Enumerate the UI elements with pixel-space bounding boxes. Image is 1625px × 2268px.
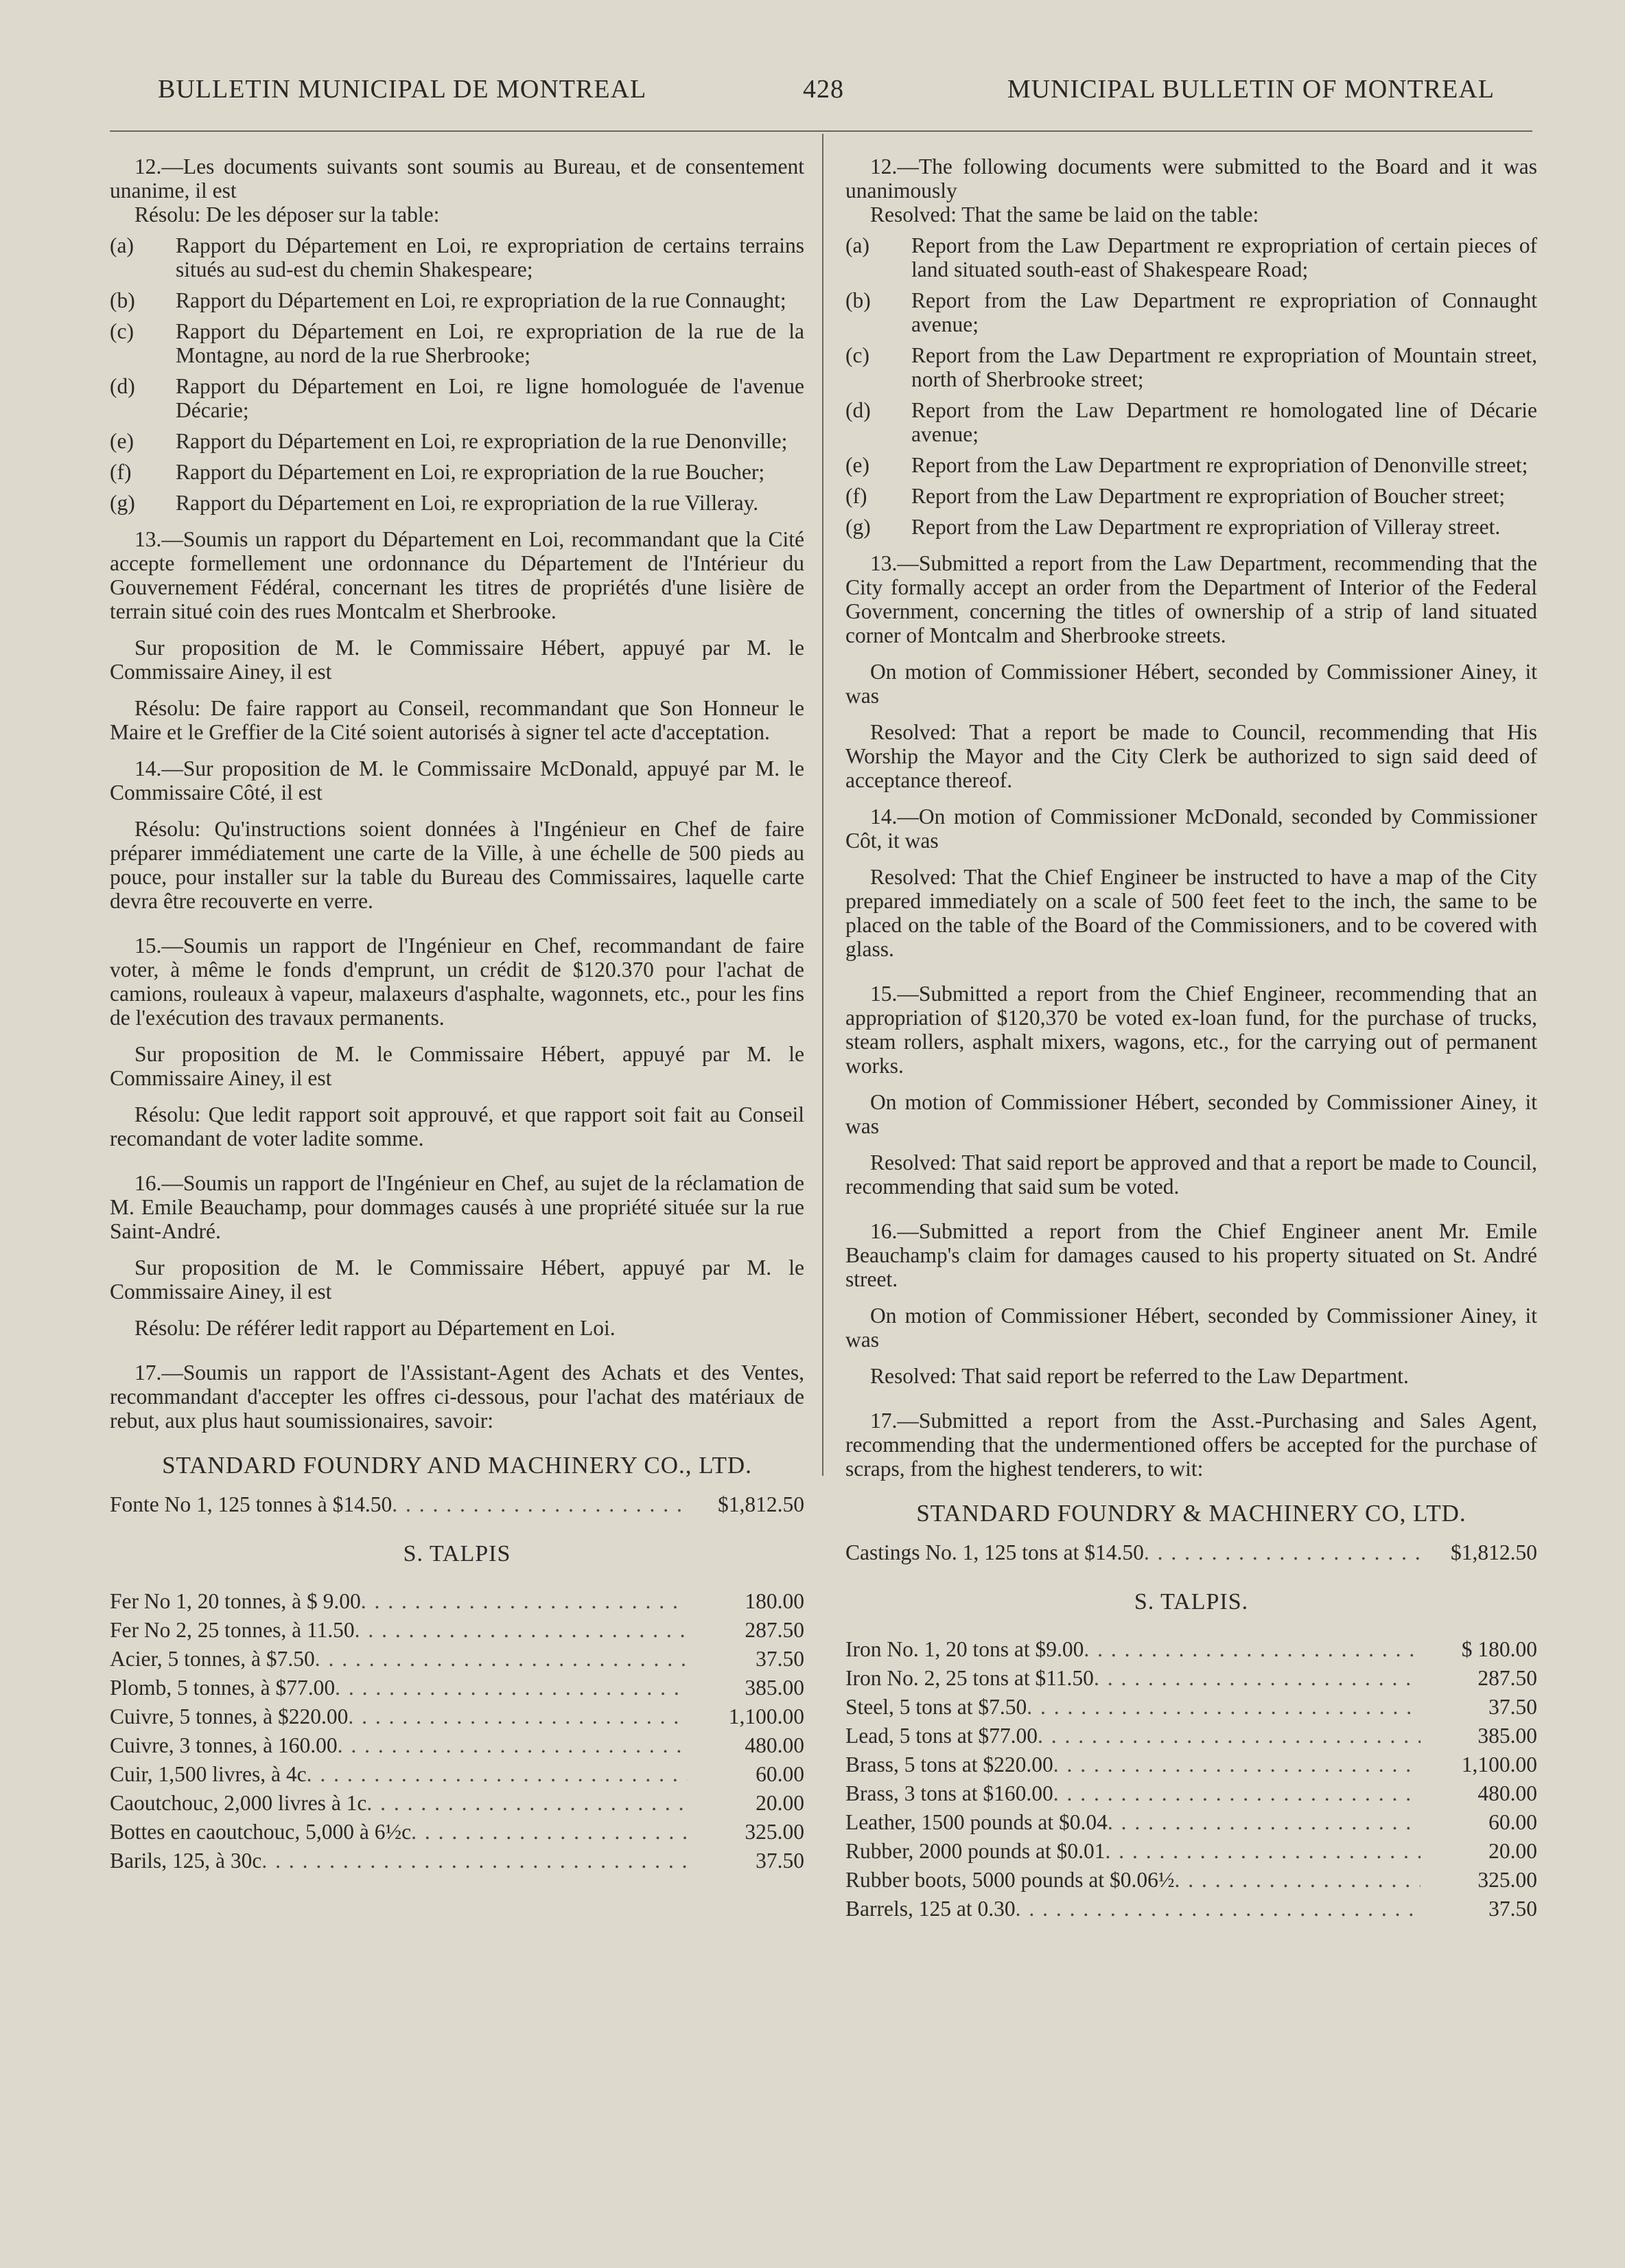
leader-dots	[1105, 1839, 1421, 1863]
row-description: Fer No 2, 25 tonnes, à 11.50	[110, 1618, 355, 1642]
item-15-motion: Sur proposition de M. le Commissaire Hébert, appuyé par M. le Commissaire Ainey, il est	[110, 1042, 804, 1090]
item-13-intro: 13.—Submitted a report from the Law Department, recommending that the City formally accept an order from the Department of Interior of the Federal Government, concerning the titles of ownership of a strip of land situated corner of Montcalm and Sherbrooke streets.	[845, 551, 1537, 647]
table-row	[845, 1695, 1537, 1724]
leader-dots	[361, 1589, 688, 1613]
list-item-label: (b)	[845, 288, 871, 312]
table-row	[845, 1752, 1537, 1781]
item-17-intro: 17.—Soumis un rapport de l'Assistant-Agent des Achats et des Ventes, recommandant d'accepter les offres ci-dessous, pour l'achat des matériaux de rebut, aux plus haut soumissionaires, savoir:	[110, 1361, 804, 1433]
row-description: Castings No. 1, 125 tons at $14.50	[845, 1540, 1144, 1564]
leader-dots	[1174, 1868, 1421, 1892]
leader-dots	[366, 1791, 688, 1815]
item-16-intro: 16.—Submitted a report from the Chief Engineer anent Mr. Emile Beauchamp's claim for damages caused to his property situated on St. André street.	[845, 1219, 1537, 1291]
table-row	[845, 1897, 1537, 1925]
list-item-text: Rapport du Département en Loi, re expropriation de la rue Connaught;	[176, 288, 786, 312]
row-amount: 287.50	[1477, 1666, 1537, 1690]
row-amount: 385.00	[745, 1676, 804, 1700]
page-number: 428	[803, 75, 844, 104]
row-description: Cuivre, 3 tonnes, à 160.00	[110, 1733, 338, 1757]
item-13-motion: On motion of Commissioner Hébert, seconded by Commissioner Ainey, it was	[845, 660, 1537, 708]
list-item-label: (c)	[110, 319, 134, 343]
row-amount: 37.50	[756, 1849, 804, 1873]
table-row	[110, 1762, 804, 1791]
item-13-motion: Sur proposition de M. le Commissaire Hébert, appuyé par M. le Commissaire Ainey, il est	[110, 636, 804, 684]
item-16-resolved: Resolved: That said report be referred to the Law Department.	[870, 1364, 1409, 1388]
list-item-text: Report from the Law Department re expropriation of certain pieces of land situated south-east of Shakespeare Road;	[911, 233, 1537, 281]
leader-dots	[315, 1647, 688, 1671]
table-row	[845, 1810, 1537, 1839]
row-amount: 1,100.00	[728, 1704, 804, 1728]
leader-dots	[261, 1849, 688, 1873]
row-amount: 37.50	[1488, 1897, 1537, 1921]
leader-dots	[392, 1492, 688, 1516]
leader-dots	[1016, 1897, 1421, 1921]
supplier-heading: S. TALPIS	[403, 1541, 511, 1566]
list-item-text: Report from the Law Department re expropriation of Mountain street, north of Sherbrooke street;	[911, 343, 1537, 391]
leader-dots	[1053, 1752, 1421, 1777]
row-amount: 37.50	[1488, 1695, 1537, 1719]
item-12-list	[110, 233, 804, 515]
row-description: Lead, 5 tons at $77.00	[845, 1724, 1038, 1748]
row-description: Rubber, 2000 pounds at $0.01	[845, 1839, 1106, 1863]
leader-dots	[1038, 1724, 1421, 1748]
leader-dots	[411, 1820, 688, 1844]
item-16-intro: 16.—Soumis un rapport de l'Ingénieur en Chef, au sujet de la réclamation de M. Emile Beauchamp, pour dommages causés à une propriété située sur la rue Saint-André.	[110, 1171, 804, 1243]
list-item-label: (f)	[845, 484, 867, 508]
table-row	[845, 1666, 1537, 1695]
leader-dots	[1084, 1637, 1421, 1661]
item-12-intro: 12.—Les documents suivants sont soumis au Bureau, et de consentement unanime, il est	[110, 154, 804, 202]
list-item	[845, 398, 1537, 446]
table-row	[110, 1676, 804, 1704]
row-amount: 325.00	[1477, 1868, 1537, 1892]
row-description: Barrels, 125 at 0.30	[845, 1897, 1016, 1921]
row-description: Fer No 1, 20 tonnes, à $ 9.00	[110, 1589, 361, 1613]
list-item-text: Report from the Law Department re homologated line of Décarie avenue;	[911, 398, 1537, 446]
list-item	[110, 288, 804, 312]
list-item-label: (g)	[845, 515, 871, 539]
row-description: Plomb, 5 tonnes, à $77.00	[110, 1676, 336, 1700]
row-amount: 287.50	[745, 1618, 804, 1642]
item-15-intro: 15.—Submitted a report from the Chief Engineer, recommending that an appropriation of $120,370 be voted ex-loan fund, for the purchase of trucks, steam rollers, asphalt mixers, wagons, etc., for the carrying out of permanent works.	[845, 982, 1537, 1078]
row-description: Fonte No 1, 125 tonnes à $14.50	[110, 1492, 393, 1516]
table-row	[110, 1849, 804, 1877]
leader-dots	[338, 1733, 688, 1757]
table-row	[110, 1820, 804, 1849]
row-amount: 1,100.00	[1461, 1752, 1537, 1777]
supplier-heading: STANDARD FOUNDRY AND MACHINERY CO., LTD.	[162, 1452, 752, 1479]
row-description: Leather, 1500 pounds at $0.04	[845, 1810, 1108, 1834]
list-item-text: Rapport du Département en Loi, re expropriation de la rue Boucher;	[176, 460, 765, 484]
list-item	[845, 233, 1537, 281]
table-row	[110, 1704, 804, 1733]
supplier-heading: STANDARD FOUNDRY & MACHINERY CO, LTD.	[916, 1500, 1466, 1527]
list-item-text: Report from the Law Department re expropriation of Villeray street.	[911, 515, 1501, 539]
item-13-resolved: Résolu: De faire rapport au Conseil, recommandant que Son Honneur le Maire et le Greffier de la Cité soient autorisés à signer tel acte d'acceptation.	[110, 696, 804, 744]
row-description: Rubber boots, 5000 pounds at $0.06½	[845, 1868, 1175, 1892]
leader-dots	[335, 1676, 688, 1700]
item-14-motion: 14.—On motion of Commissioner McDonald, seconded by Commissioner Côt, it was	[845, 805, 1537, 853]
list-item	[845, 484, 1537, 508]
row-amount: 480.00	[1477, 1781, 1537, 1805]
page-header	[158, 74, 1495, 115]
list-item-text: Report from the Law Department re expropriation of Boucher street;	[911, 484, 1506, 508]
row-description: Cuivre, 5 tonnes, à $220.00	[110, 1704, 349, 1728]
row-amount: 20.00	[756, 1791, 804, 1815]
item-15-resolved: Resolved: That said report be approved and that a report be made to Council, recommending that said sum be voted.	[845, 1150, 1537, 1199]
row-amount: 480.00	[745, 1733, 804, 1757]
list-item	[110, 319, 804, 367]
item-15-intro: 15.—Soumis un rapport de l'Ingénieur en Chef, recommandant de faire voter, à même le fonds d'emprunt, un crédit de $120.370 pour l'achat de camions, rouleaux à vapeur, malaxeurs d'asphalte, wagonnets, etc., pour les fins de l'exécution des travaux permanents.	[110, 934, 804, 1030]
row-amount: 180.00	[745, 1589, 804, 1613]
table-row	[110, 1647, 804, 1676]
table-row	[110, 1589, 804, 1618]
item-13-resolved: Resolved: That a report be made to Council, recommending that His Worship the Mayor and the City Clerk be authorized to sign said deed of acceptance thereof.	[845, 720, 1537, 792]
list-item-label: (a)	[845, 233, 869, 257]
row-amount: 37.50	[756, 1647, 804, 1671]
row-amount: $1,812.50	[718, 1492, 804, 1516]
table-row	[110, 1492, 804, 1521]
table-row	[845, 1781, 1537, 1810]
row-amount: 325.00	[745, 1820, 804, 1844]
leader-dots	[348, 1704, 688, 1728]
list-item	[110, 233, 804, 281]
item-13-intro: 13.—Soumis un rapport du Département en Loi, recommandant que la Cité accepte formellement une ordonnance du Département de l'Intérieur du Gouvernement Fédéral, concernant les titres de propriétés d'une lisière de terrain situé coin des rues Montcalm et Sherbrooke.	[110, 527, 804, 623]
price-table	[110, 1589, 804, 1877]
list-item-label: (b)	[110, 288, 135, 312]
list-item-label: (e)	[110, 429, 134, 453]
leader-dots	[355, 1618, 688, 1642]
list-item-label: (d)	[110, 374, 135, 398]
item-16-resolved: Résolu: De référer ledit rapport au Département en Loi.	[135, 1316, 616, 1340]
leader-dots	[1144, 1540, 1421, 1564]
leader-dots	[1027, 1695, 1421, 1719]
french-column	[110, 154, 804, 1877]
item-16-motion: On motion of Commissioner Hébert, seconded by Commissioner Ainey, it was	[845, 1304, 1537, 1352]
row-description: Bottes en caoutchouc, 5,000 à 6½c	[110, 1820, 412, 1844]
item-17-intro: 17.—Submitted a report from the Asst.-Purchasing and Sales Agent, recommending that the undermentioned offers be accepted for the purchase of scraps, from the highest tenderers, to wit:	[845, 1409, 1537, 1481]
item-14-motion: 14.—Sur proposition de M. le Commissaire McDonald, appuyé par M. le Commissaire Côté, il est	[110, 756, 804, 805]
row-description: Acier, 5 tonnes, à $7.50	[110, 1647, 315, 1671]
price-table	[845, 1637, 1537, 1925]
row-amount: $1,812.50	[1451, 1540, 1537, 1564]
item-14-resolved: Resolved: That the Chief Engineer be instructed to have a map of the City prepared immediately on a scale of 500 feet feet to the inch, the same to be placed on the table of the Board of the Commissioners, and to be covered with glass.	[845, 865, 1537, 961]
leader-dots	[307, 1762, 688, 1786]
item-14-resolved: Résolu: Qu'instructions soient données à l'Ingénieur en Chef de faire préparer immédiatement une carte de la Ville, à une échelle de 500 pieds au pouce, pour installer sur la table du Bureau des Commissaires, laquelle carte devra être recouverte en verre.	[110, 817, 804, 913]
table-row	[845, 1868, 1537, 1897]
list-item	[110, 429, 804, 453]
header-title-french: BULLETIN MUNICIPAL DE MONTREAL	[158, 75, 647, 104]
table-row	[845, 1637, 1537, 1666]
list-item	[845, 343, 1537, 391]
list-item-label: (d)	[845, 398, 871, 422]
list-item	[845, 453, 1537, 477]
table-row	[110, 1791, 804, 1820]
header-title-english: MUNICIPAL BULLETIN OF MONTREAL	[1007, 75, 1495, 104]
leader-dots	[1108, 1810, 1421, 1834]
item-15-motion: On motion of Commissioner Hébert, seconded by Commissioner Ainey, it was	[845, 1090, 1537, 1138]
table-row	[110, 1618, 804, 1647]
item-12-intro: 12.—The following documents were submitted to the Board and it was unanimously	[845, 154, 1537, 202]
table-row	[110, 1733, 804, 1762]
list-item-text: Report from the Law Department re expropriation of Denonville street;	[911, 453, 1528, 477]
row-description: Barils, 125, à 30c	[110, 1849, 262, 1873]
item-12-list	[845, 233, 1537, 539]
row-amount: $ 180.00	[1461, 1637, 1537, 1661]
list-item-label: (a)	[110, 233, 134, 257]
list-item-label: (g)	[110, 491, 135, 515]
row-description: Iron No. 1, 20 tons at $9.00	[845, 1637, 1084, 1661]
leader-dots	[1053, 1781, 1421, 1805]
list-item-label: (c)	[845, 343, 869, 367]
list-item	[845, 288, 1537, 336]
item-15-resolved: Résolu: Que ledit rapport soit approuvé, et que rapport soit fait au Conseil recomandant de voter ladite somme.	[110, 1102, 804, 1150]
row-amount: 60.00	[756, 1762, 804, 1786]
table-row	[845, 1724, 1537, 1752]
row-description: Steel, 5 tons at $7.50	[845, 1695, 1027, 1719]
item-16-motion: Sur proposition de M. le Commissaire Hébert, appuyé par M. le Commissaire Ainey, il est	[110, 1256, 804, 1304]
list-item-text: Rapport du Département en Loi, re expropriation de la rue de la Montagne, au nord de la rue Sherbrooke;	[176, 319, 804, 367]
list-item	[110, 491, 804, 515]
table-row	[845, 1839, 1537, 1868]
row-amount: 20.00	[1488, 1839, 1537, 1863]
english-column	[845, 154, 1537, 1925]
row-amount: 60.00	[1488, 1810, 1537, 1834]
row-description: Cuir, 1,500 livres, à 4c	[110, 1762, 307, 1786]
header-rule	[110, 130, 1532, 132]
row-description: Iron No. 2, 25 tons at $11.50	[845, 1666, 1094, 1690]
column-divider	[822, 134, 823, 1476]
list-item-label: (e)	[845, 453, 869, 477]
leader-dots	[1094, 1666, 1421, 1690]
item-12-resolved: Resolved: That the same be laid on the table:	[870, 202, 1259, 227]
row-description: Caoutchouc, 2,000 livres à 1c	[110, 1791, 367, 1815]
list-item	[110, 374, 804, 422]
row-description: Brass, 5 tons at $220.00	[845, 1752, 1053, 1777]
row-amount: 385.00	[1477, 1724, 1537, 1748]
supplier-heading: S. TALPIS.	[1134, 1589, 1249, 1615]
list-item-text: Rapport du Département en Loi, re expropriation de certains terrains situés au sud-est du chemin Shakespeare;	[176, 233, 804, 281]
list-item-text: Rapport du Département en Loi, re ligne homologuée de l'avenue Décarie;	[176, 374, 804, 422]
list-item-text: Rapport du Département en Loi, re expropriation de la rue Villeray.	[176, 491, 759, 515]
list-item	[110, 460, 804, 484]
list-item-text: Report from the Law Department re expropriation of Connaught avenue;	[911, 288, 1537, 336]
table-row	[845, 1540, 1537, 1569]
row-description: Brass, 3 tons at $160.00	[845, 1781, 1053, 1805]
list-item-text: Rapport du Département en Loi, re expropriation de la rue Denonville;	[176, 429, 788, 453]
item-12-resolved: Résolu: De les déposer sur la table:	[135, 202, 440, 227]
list-item-label: (f)	[110, 460, 132, 484]
list-item	[845, 515, 1537, 539]
